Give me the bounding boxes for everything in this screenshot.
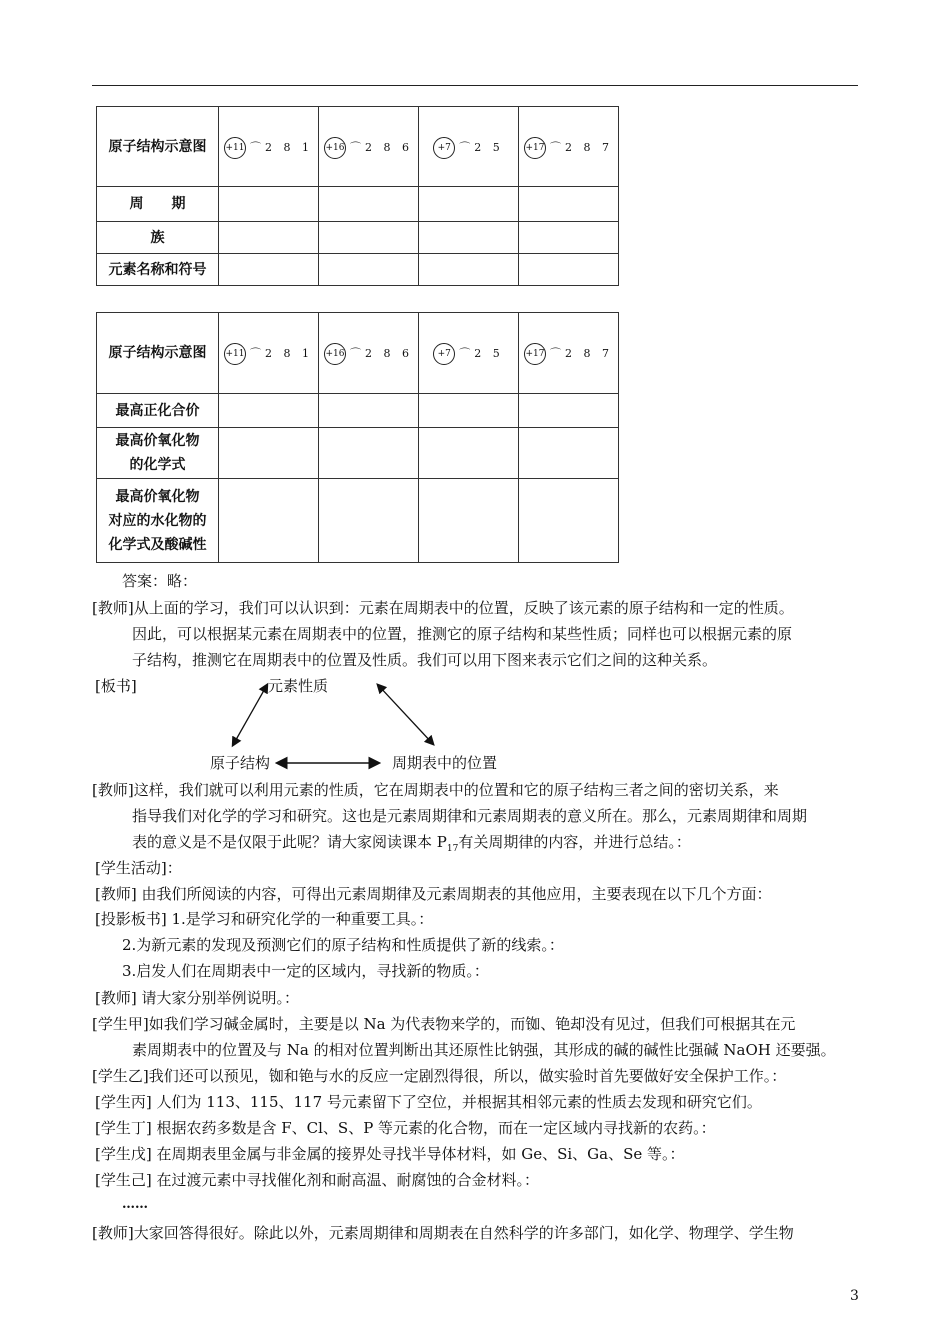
paragraph-line: [学生丙] 人们为 113、115、117 号元素留下了空位，并根据其相邻元素的性质去发现和研究它们。 <box>95 1093 762 1111</box>
paragraph-line: [教师]大家回答得很好。除此以外，元素周期律和周期表在自然科学的许多部门，如化学、物理学、学生物 <box>92 1224 794 1242</box>
subscript: 17 <box>446 844 459 854</box>
paragraph-line: [教师] 请大家分别举例说明。： <box>95 989 299 1007</box>
text-span: 表的意义是不是仅限于此呢？请大家阅读课本 P <box>132 833 447 851</box>
arrow-properties-position <box>378 685 433 744</box>
nucleus: +11 <box>224 343 246 365</box>
paragraph-line: 指导我们对化学的学习和研究。这也是元素周期律和元素周期表的意义所在。那么，元素周期律和周期 <box>132 807 808 825</box>
shells: ⌒ 2 5 <box>459 342 504 366</box>
answer-text: 答案：略： <box>122 572 198 590</box>
row-label: 族 <box>97 222 219 254</box>
paragraph-line: [投影板书] 1.是学习和研究化学的一种重要工具。： <box>95 910 434 928</box>
label-line: 最高价氧化物 <box>115 488 200 505</box>
shells: ⌒ 2 8 7 <box>550 136 613 160</box>
label-line: 对应的水化物的 <box>108 512 207 529</box>
shells: ⌒ 2 5 <box>459 136 504 160</box>
paragraph-line: [学生乙]我们还可以预见，铷和铯与水的反应一定剧烈得很，所以，做实验时首先要做好安全保护工作。： <box>92 1067 787 1085</box>
ellipsis: …… <box>122 1197 148 1212</box>
nucleus: +7 <box>433 343 455 365</box>
page-number: 3 <box>850 1288 859 1304</box>
paragraph-line: [学生戊] 在周期表里金属与非金属的接界处寻找半导体材料，如 Ge、Si、Ga、Se 等。： <box>95 1145 685 1163</box>
row-label: 最高正化合价 <box>97 394 219 428</box>
nucleus: +11 <box>224 137 246 159</box>
paragraph-line: 3.启发人们在周期表中一定的区域内，寻找新的物质。： <box>122 962 489 980</box>
paragraph-line: [教师]从上面的学习，我们可以认识到：元素在周期表中的位置，反映了该元素的原子结构和一定的性质。 <box>92 599 794 617</box>
shells: ⌒ 2 8 6 <box>350 136 413 160</box>
paragraph-line: [学生甲]如我们学习碱金属时，主要是以 Na 为代表物来学的，而铷、铯却没有见过，但我们可根据其在元 <box>92 1015 796 1033</box>
paragraph-line: 子结构，推测它在周期表中的位置及性质。我们可以用下图来表示它们之间的这种关系。 <box>132 651 718 669</box>
paragraph-line: 素周期表中的位置及与 Na 的相对位置判断出其还原性比钠强，其形成的碱的碱性比强碱 NaOH 还要强。 <box>132 1041 836 1059</box>
nucleus: +16 <box>324 137 346 159</box>
row-label: 原子结构示意图 <box>97 107 219 187</box>
paragraph-line: [教师]这样，我们就可以利用元素的性质，它在周期表中的位置和它的原子结构三者之间的密切关系，来 <box>92 781 779 799</box>
paragraph-line: 因此，可以根据某元素在周期表中的位置，推测它的原子结构和某些性质；同样也可以根据元素的原 <box>132 625 793 643</box>
paragraph-line <box>132 832 691 859</box>
row-label: 周 期 <box>97 187 219 222</box>
row-label: 元素名称和符号 <box>97 254 219 286</box>
shells: ⌒ 2 8 7 <box>550 342 613 366</box>
paragraph-line: [学生活动]： <box>95 859 182 877</box>
paragraph-line: [学生丁] 根据农药多数是含 F、Cl、S、P 等元素的化合物，而在一定区域内寻找新的农药。： <box>95 1119 716 1137</box>
nucleus: +16 <box>324 343 346 365</box>
diagram-node-properties: 元素性质 <box>268 677 329 695</box>
paragraph-line: [教师] 由我们所阅读的内容，可得出元素周期律及元素周期表的其他应用，主要表现在以下几个方面： <box>95 885 772 903</box>
label-line: 的化学式 <box>129 457 186 473</box>
banshu-label: [板书] <box>95 677 137 695</box>
paragraph-line: [学生己] 在过渡元素中寻找催化剂和耐高温、耐腐蚀的合金材料。： <box>95 1171 539 1189</box>
row-label: 原子结构示意图 <box>97 313 219 394</box>
arrow-properties-structure <box>233 685 267 745</box>
label-line: 化学式及酸碱性 <box>108 536 207 553</box>
shells: ⌒ 2 8 6 <box>350 342 413 366</box>
shells: ⌒ 2 8 1 <box>250 342 313 366</box>
paragraph-line: 2.为新元素的发现及预测它们的原子结构和性质提供了新的线索。： <box>122 936 564 954</box>
label-line: 最高价氧化物 <box>115 433 200 449</box>
text-span: 有关周期律的内容，并进行总结。： <box>458 833 691 851</box>
nucleus: +17 <box>524 343 546 365</box>
nucleus: +7 <box>433 137 455 159</box>
nucleus: +17 <box>524 137 546 159</box>
diagram-node-position: 周期表中的位置 <box>392 754 498 772</box>
shells: ⌒ 2 8 1 <box>250 136 313 160</box>
diagram-node-structure: 原子结构 <box>210 754 271 772</box>
